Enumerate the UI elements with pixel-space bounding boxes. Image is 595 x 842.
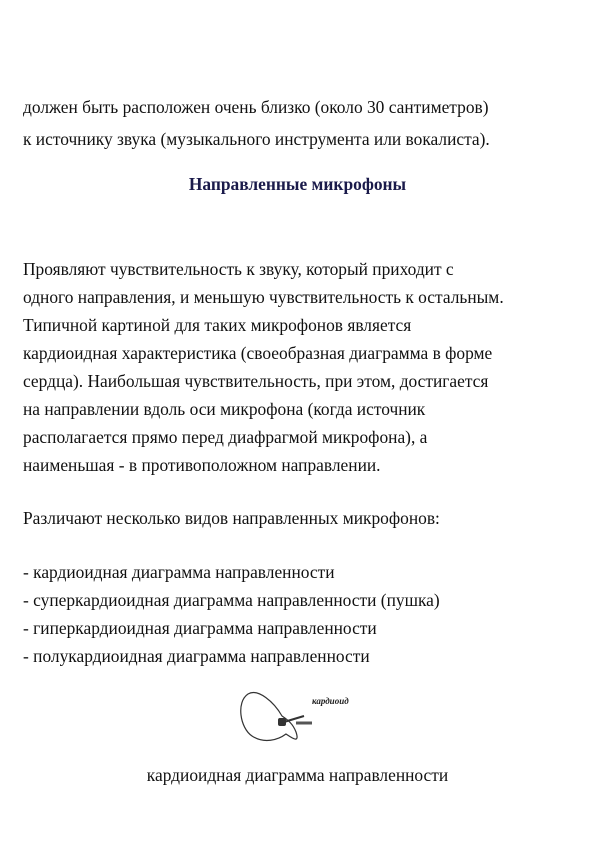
- cardioid-curve: [241, 693, 297, 741]
- cardioid-diagram-icon: [238, 684, 358, 744]
- list-item: - кардиоидная диаграмма направленности: [23, 562, 335, 582]
- paragraph-line: располагается прямо перед диафрагмой микрофона), а: [23, 427, 428, 447]
- paragraph-line: Типичной картиной для таких микрофонов является: [23, 315, 412, 335]
- figure-label: кардиоид: [312, 696, 349, 706]
- cardioid-figure: [238, 684, 358, 744]
- intro-line: к источнику звука (музыкального инструмента или вокалиста).: [23, 129, 490, 149]
- paragraph-line: кардиоидная характеристика (своеобразная диаграмма в форме: [23, 343, 493, 363]
- microphone-head: [278, 718, 286, 726]
- paragraph-line: на направлении вдоль оси микрофона (когда источник: [23, 399, 426, 419]
- list-item: - полукардиоидная диаграмма направленности: [23, 646, 370, 666]
- paragraph-line: сердца). Наибольшая чувствительность, при этом, достигается: [23, 371, 489, 391]
- section-heading: Направленные микрофоны: [188, 174, 407, 194]
- figure-caption: кардиоидная диаграмма направленности: [146, 765, 449, 785]
- paragraph-line: наименьшая - в противоположном направлении.: [23, 455, 381, 475]
- paragraph-line: Проявляют чувствительность к звуку, который приходит с: [23, 259, 454, 279]
- paragraph-line: одного направления, и меньшую чувствительность к остальным.: [23, 287, 504, 307]
- types-intro: Различают несколько видов направленных микрофонов:: [23, 508, 440, 528]
- list-item: - суперкардиоидная диаграмма направленности (пушка): [23, 590, 440, 610]
- intro-line: должен быть расположен очень близко (около 30 сантиметров): [23, 97, 489, 117]
- list-item: - гиперкардиоидная диаграмма направленности: [23, 618, 377, 638]
